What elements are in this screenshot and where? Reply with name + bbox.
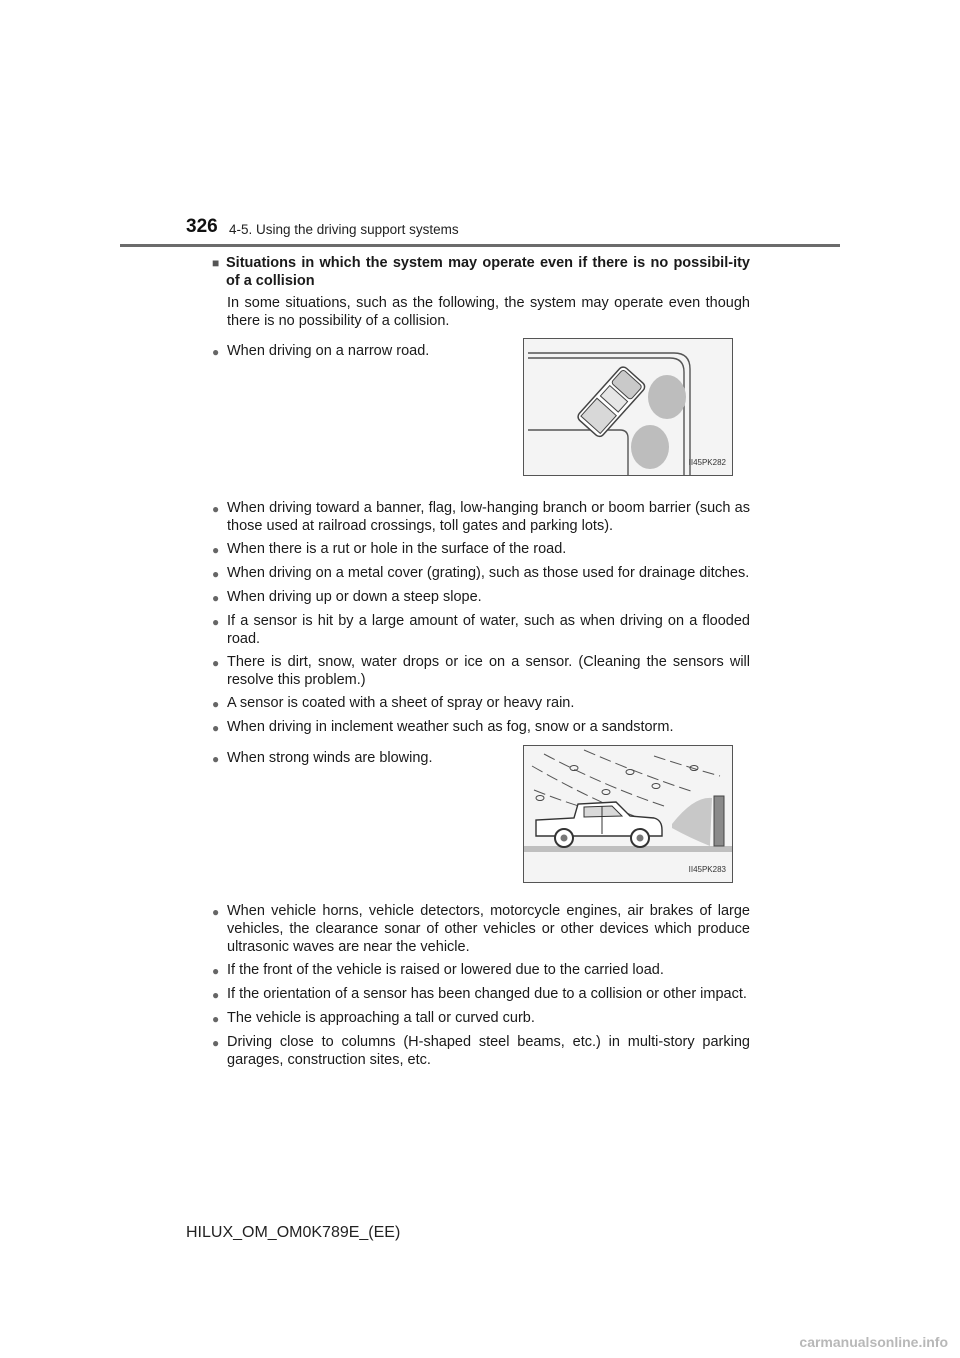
section-heading: [212, 254, 750, 290]
circle-bullet-icon: ●: [212, 988, 220, 1002]
list-item: ● When there is a rut or hole in the surface of the road.: [212, 541, 567, 557]
figure-code: II45PK283: [688, 865, 726, 874]
list-item: ● When vehicle horns, vehicle detectors, motorcycle engines, air brakes of large vehicles, the clearance sonar of other vehicles or other devices which produce ultrasonic waves are near the vehicle.: [212, 903, 750, 955]
document-code-footer: HILUX_OM_OM0K789E_(EE): [186, 1224, 401, 1241]
section-title: 4-5. Using the driving support systems: [229, 222, 459, 237]
circle-bullet-icon: ●: [212, 721, 220, 735]
list-item: ● When driving on a narrow road.: [212, 343, 430, 359]
circle-bullet-icon: ●: [212, 615, 220, 629]
list-item: ● If the orientation of a sensor has been changed due to a collision or other impact.: [212, 986, 747, 1002]
circle-bullet-icon: ●: [212, 1036, 220, 1050]
circle-bullet-icon: ●: [212, 656, 220, 670]
circle-bullet-icon: ●: [212, 905, 220, 919]
circle-bullet-icon: ●: [212, 697, 220, 711]
square-bullet-icon: ■: [212, 256, 220, 270]
list-item: ● When driving toward a banner, flag, low-hanging branch or boom barrier (such as those used at railroad crossings, toll gates and parking lots).: [212, 500, 750, 534]
circle-bullet-icon: ●: [212, 502, 220, 516]
circle-bullet-icon: ●: [212, 964, 220, 978]
content: [212, 254, 750, 1069]
header-rule: [120, 244, 840, 247]
narrow-road-figure: [523, 338, 733, 476]
list-item: ● When driving in inclement weather such as fog, snow or a sandstorm.: [212, 719, 674, 735]
circle-bullet-icon: ●: [212, 1012, 220, 1026]
circle-bullet-icon: ●: [212, 752, 220, 766]
strong-wind-block: [212, 749, 750, 897]
list-item: ● The vehicle is approaching a tall or curved curb.: [212, 1010, 535, 1026]
circle-bullet-icon: ●: [212, 567, 220, 581]
page-number: 326: [186, 216, 218, 237]
list-item: ● There is dirt, snow, water drops or ice on a sensor. (Cleaning the sensors will resolve this problem.): [212, 654, 750, 688]
circle-bullet-icon: ●: [212, 345, 220, 359]
narrow-road-block: [212, 342, 750, 494]
section-heading-text: Situations in which the system may operate even if there is no possibil-ity of a collision: [226, 255, 750, 289]
figure-code: II45PK282: [688, 458, 726, 467]
intro-paragraph: In some situations, such as the following, the system may operate even though there is no possibility of a collision.: [227, 295, 750, 329]
list-item: ● When driving on a metal cover (grating), such as those used for drainage ditches.: [212, 565, 750, 581]
list-item: ● When strong winds are blowing.: [212, 750, 433, 766]
list-item: ● Driving close to columns (H-shaped steel beams, etc.) in multi-story parking garages, construction sites, etc.: [212, 1034, 750, 1068]
list-item: ● If a sensor is hit by a large amount of water, such as when driving on a flooded road.: [212, 613, 750, 647]
circle-bullet-icon: ●: [212, 543, 220, 557]
strong-wind-figure: [523, 745, 733, 883]
list-item: ● When driving up or down a steep slope.: [212, 589, 482, 605]
circle-bullet-icon: ●: [212, 591, 220, 605]
list-item: ● If the front of the vehicle is raised or lowered due to the carried load.: [212, 962, 664, 978]
watermark: carmanualsonline.info: [799, 1334, 948, 1350]
list-item: ● A sensor is coated with a sheet of spray or heavy rain.: [212, 695, 575, 711]
